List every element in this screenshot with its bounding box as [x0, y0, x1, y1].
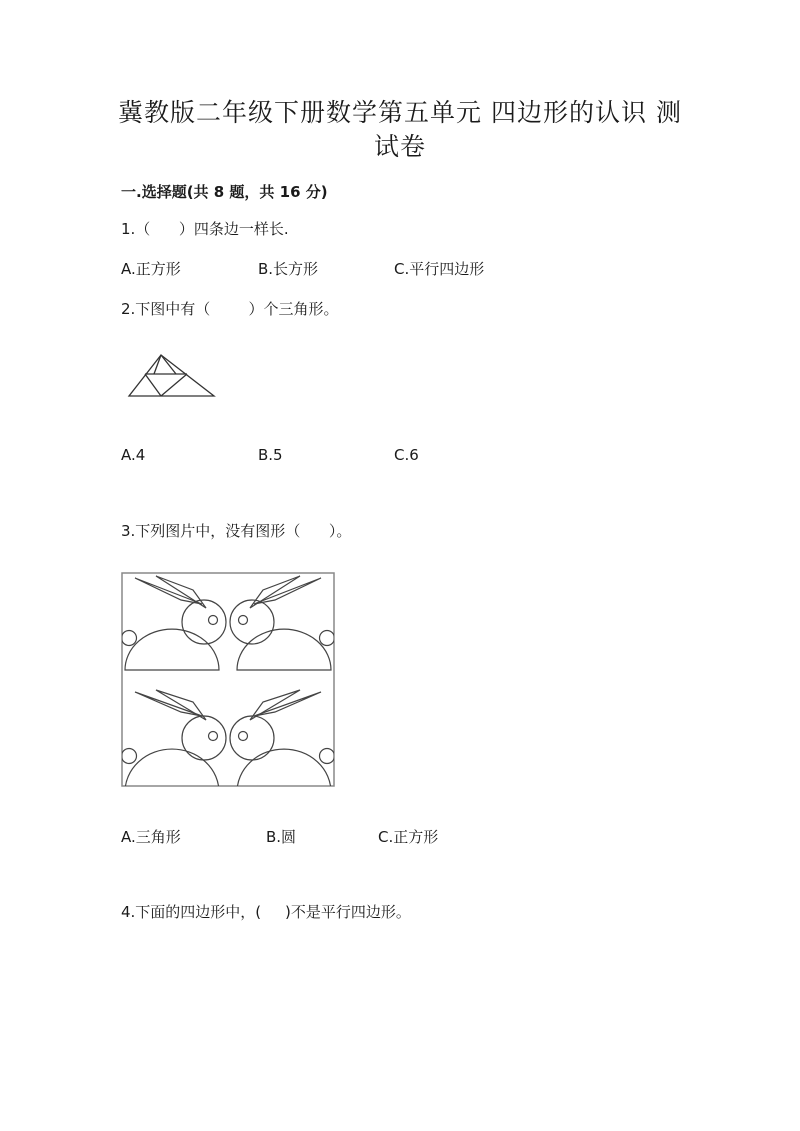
question-3-option-a: A.三角形	[121, 828, 181, 846]
worksheet-title-line-2: 试卷	[373, 132, 426, 161]
triangle-figure	[126, 352, 218, 400]
question-1-option-b: B.长方形	[258, 260, 319, 278]
question-3-text: 3.下列图片中，没有图形（ ）。	[121, 522, 352, 540]
question-2-option-b: B.5	[258, 446, 283, 464]
question-2-option-a: A.4	[121, 446, 146, 464]
section-heading: 一.选择题(共 8 题，共 16 分)	[121, 183, 328, 201]
question-1-option-a: A.正方形	[121, 260, 181, 278]
question-3-option-b: B.圆	[266, 828, 297, 846]
question-2-text: 2.下图中有（ ）个三角形。	[121, 300, 339, 318]
question-3-option-c: C.正方形	[378, 828, 439, 846]
question-2-option-c: C.6	[394, 446, 419, 464]
worksheet-title-line-1: 冀教版二年级下册数学第五单元 四边形的认识 测	[118, 98, 682, 127]
rabbit-shapes-figure	[121, 572, 336, 788]
question-1-option-c: C.平行四边形	[394, 260, 485, 278]
question-1-text: 1.（ ）四条边一样长.	[121, 220, 289, 238]
question-4-text: 4.下面的四边形中，( )不是平行四边形。	[121, 903, 411, 921]
